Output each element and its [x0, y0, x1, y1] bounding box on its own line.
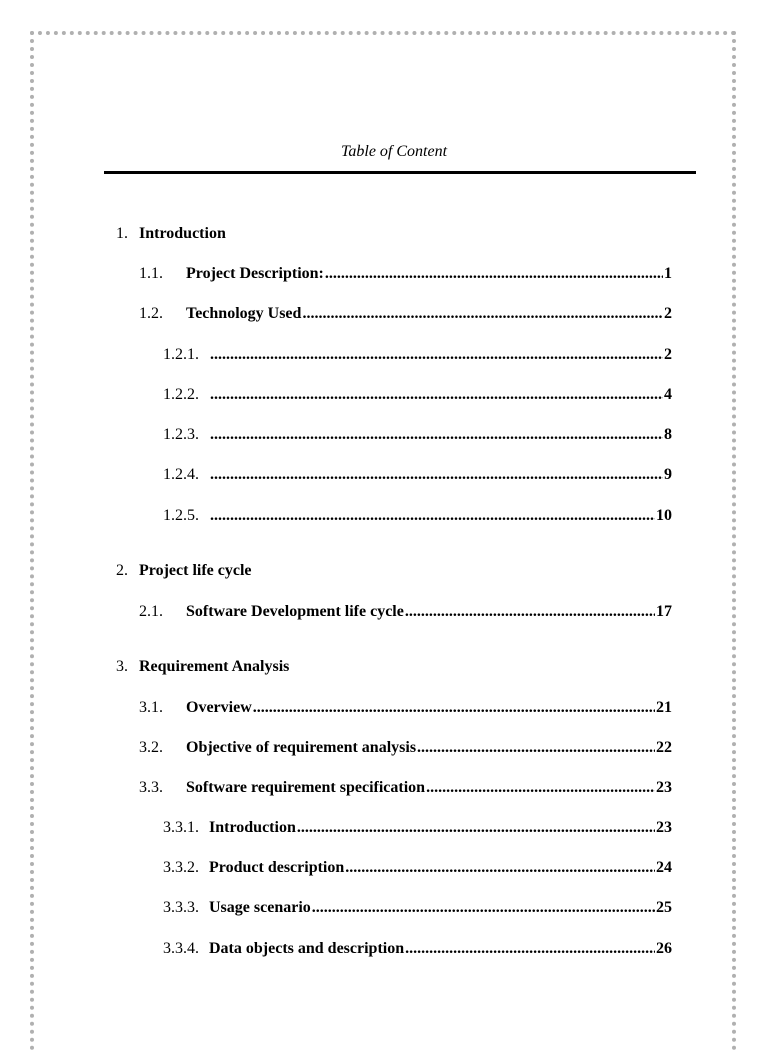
entry-page-number: 22: [656, 739, 672, 756]
entry-number: 1.2.5.: [163, 507, 199, 524]
entry-page-number: 8: [664, 426, 672, 443]
toc-entry-software-requirement-specification[interactable]: [139, 777, 672, 799]
dot-leader: [302, 303, 663, 325]
entry-number: 3.3.3.: [163, 899, 199, 916]
toc-section-requirement-analysis[interactable]: [116, 656, 672, 678]
toc-section-introduction[interactable]: [116, 223, 672, 245]
entry-number: 3.1.: [139, 699, 163, 716]
entry-number: 1.1.: [139, 265, 163, 282]
toc-section-project-life-cycle[interactable]: [116, 560, 672, 582]
dot-leader: [405, 601, 655, 623]
entry-number: 3.3.4.: [163, 940, 199, 957]
entry-page-number: 17: [656, 603, 672, 620]
entry-number: 1.2.2.: [163, 386, 199, 403]
toc-entry-1-2-3[interactable]: [163, 424, 672, 446]
entry-label: Project Description:: [186, 265, 324, 282]
entry-label: Overview: [186, 699, 252, 716]
section-label: Requirement Analysis: [139, 658, 290, 675]
entry-page-number: 26: [656, 940, 672, 957]
toc-entry-objective-of-requirement-analysis[interactable]: [139, 737, 672, 759]
entry-number: 3.3.2.: [163, 859, 199, 876]
dot-leader: [210, 384, 663, 406]
entry-label: Usage scenario: [209, 899, 311, 916]
entry-page-number: 2: [664, 305, 672, 322]
entry-page-number: 4: [664, 386, 672, 403]
section-label: Introduction: [139, 225, 226, 242]
entry-page-number: 23: [656, 779, 672, 796]
dot-leader: [210, 505, 655, 527]
entry-page-number: 21: [656, 699, 672, 716]
entry-page-number: 9: [664, 466, 672, 483]
entry-number: 1.2.1.: [163, 346, 199, 363]
toc-entry-technology-used[interactable]: [139, 303, 672, 325]
section-number: 2.: [116, 562, 128, 579]
entry-number: 3.2.: [139, 739, 163, 756]
toc-entry-data-objects-and-description[interactable]: [163, 938, 672, 960]
entry-number: 1.2.: [139, 305, 163, 322]
toc-entry-software-development-life-cycle[interactable]: [139, 601, 672, 623]
toc-entry-project-description[interactable]: [139, 263, 672, 285]
toc-entry-1-2-1[interactable]: [163, 344, 672, 366]
entry-number: 3.3.: [139, 779, 163, 796]
section-number: 3.: [116, 658, 128, 675]
section-label: Project life cycle: [139, 562, 252, 579]
entry-page-number: 1: [664, 265, 672, 282]
section-number: 1.: [116, 225, 128, 242]
entry-number: 2.1.: [139, 603, 163, 620]
dot-leader: [297, 817, 655, 839]
entry-label: Introduction: [209, 819, 296, 836]
dot-leader: [253, 697, 655, 719]
dot-leader: [417, 737, 655, 759]
entry-number: 1.2.3.: [163, 426, 199, 443]
dot-leader: [426, 777, 655, 799]
toc-entry-product-description[interactable]: [163, 857, 672, 879]
entry-number: 3.3.1.: [163, 819, 199, 836]
toc-entry-1-2-5[interactable]: [163, 505, 672, 527]
entry-page-number: 23: [656, 819, 672, 836]
entry-label: Product description: [209, 859, 345, 876]
entry-page-number: 10: [656, 507, 672, 524]
toc-entry-1-2-4[interactable]: [163, 464, 672, 486]
dot-leader: [345, 857, 655, 879]
entry-label: Data objects and description: [209, 940, 405, 957]
dot-leader: [210, 344, 663, 366]
entry-label: Software requirement specification: [186, 779, 426, 796]
entry-page-number: 25: [656, 899, 672, 916]
entry-number: 1.2.4.: [163, 466, 199, 483]
toc-entry-overview[interactable]: [139, 697, 672, 719]
toc-entry-srs-introduction[interactable]: [163, 817, 672, 839]
toc-entry-usage-scenario[interactable]: [163, 897, 672, 919]
entry-page-number: 24: [656, 859, 672, 876]
entry-label: Technology Used: [186, 305, 302, 322]
dot-leader: [312, 897, 655, 919]
document-title: Table of Content: [340, 143, 448, 160]
dot-leader: [405, 938, 655, 960]
entry-label: Objective of requirement analysis: [186, 739, 417, 756]
entry-label: Software Development life cycle: [186, 603, 404, 620]
dot-leader: [325, 263, 663, 285]
entry-page-number: 2: [664, 346, 672, 363]
dot-leader: [210, 464, 663, 486]
toc-entry-1-2-2[interactable]: [163, 384, 672, 406]
dot-leader: [210, 424, 663, 446]
